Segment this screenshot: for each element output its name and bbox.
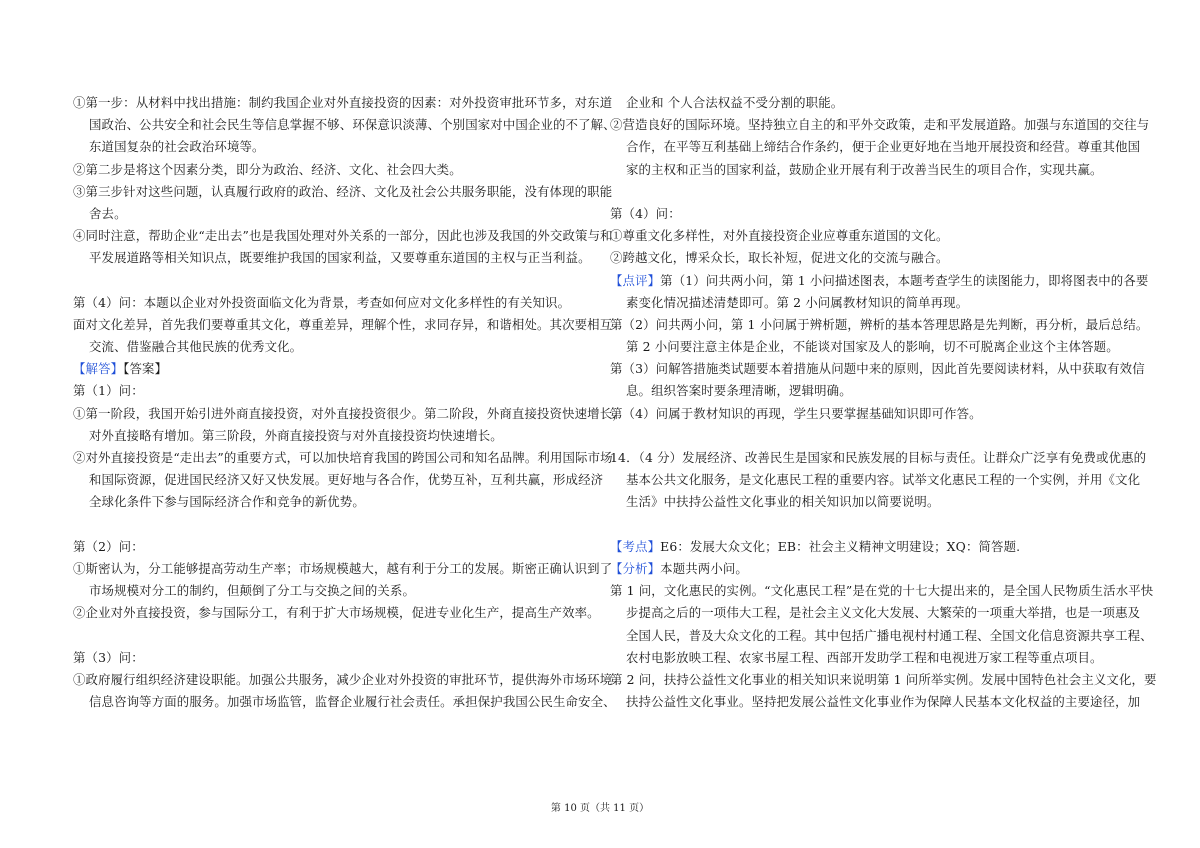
text-line [610,669,1157,691]
line-text: ②跨越文化，博采众长，取长补短，促进文化的交流与融合。 [610,250,949,266]
line-text: ①政府履行组织经济建设职能。加强公共服务，减少企业对外投资的审批环节，提供海外市场环境 [73,671,613,687]
line-text: 第（3）问： [73,649,144,665]
line-text: 和国际资源，促进国民经济又好又快发展。更好地与各合作，优势互补，互利共赢，形成经济 [89,472,604,488]
line-text: 第（1）问共两小问，第 1 小问描述图表，本题考查学生的读图能力，即将图表中的各要 [660,272,1149,288]
text-line [610,491,1132,513]
text-line [610,336,1132,358]
blank-line [73,514,595,536]
blank-line [73,270,595,292]
line-text: 全球化条件下参与国际经济合作和竞争的新优势。 [89,494,365,510]
text-line [610,358,1145,380]
section-tag: 【考点】 [610,538,661,554]
text-line [610,92,1132,114]
text-line [73,580,595,602]
text-line [73,314,613,336]
line-text: 扶持公益性文化事业。坚持把发展公益性文化事业作为保障人民基本文化权益的主要途径，加 [626,694,1141,710]
text-line [73,114,616,136]
text-line [73,203,595,225]
line-text: 家的主权和正当的国家利益，鼓励企业开展有利于改善当民生的项目合作，实现共赢。 [626,161,1103,177]
text-line [610,225,1132,247]
line-text: ①第一阶段，我国开始引进外商直接投资，对外直接投资很少。第二阶段，外商直接投资快速增长， [73,405,625,421]
line-text: 国政治、公共安全和社会民生等信息掌握不够、环保意识淡薄、个别国家对中国企业的不了解、 [89,117,616,133]
text-line [610,247,1132,269]
text-line [73,669,613,691]
line-text: 第（2）问共两小问，第 1 小问属于辨析题，辨析的基本答理思路是先判断，再分析，最后总结。 [610,316,1149,332]
text-line [610,159,1132,181]
text-line [73,181,613,203]
blank-line [610,514,1132,536]
text-line [73,358,595,380]
text-line [610,691,1141,713]
section-tag: 【点评】 [610,272,661,288]
line-text: 【答案】 [123,361,168,377]
text-line [610,403,1132,425]
line-text: 第 2 问，扶持公益性文化事业的相关知识来说明第 1 问所举实例。发展中国特色社会主义文化，要 [610,671,1157,687]
line-text: 农村电影放映工程、农家书屋工程、西部开发助学工程和电视进万家工程等重点项目。 [626,649,1103,665]
text-line [610,469,1141,491]
text-line [73,225,613,247]
line-text: 东道国复杂的社会政治环境等。 [89,139,265,155]
line-text: 企业和 个人合法权益不受分割的职能。 [626,95,844,110]
line-text: ①第一步：从材料中找出措施：制约我国企业对外直接投资的因素：对外投资审批环节多，对东道 [73,95,613,110]
blank-line [610,425,1132,447]
line-text: ①尊重文化多样性，对外直接投资企业应尊重东道国的文化。 [610,228,949,244]
line-text: 第（4）问属于教材知识的再现，学生只要掌握基础知识即可作答。 [610,405,982,421]
text-line [610,602,1141,624]
blank-line [73,625,595,647]
line-text: ②第二步是将这个因素分类，即分为政治、经济、文化、社会四大类。 [73,161,462,177]
text-line [610,558,1132,580]
text-line [73,558,613,580]
text-line [610,625,1153,647]
line-text: 第（4）问： [610,205,681,221]
line-text: 面对文化差异，首先我们要尊重其文化，尊重差异，理解个性，求同存异，和谐相处。其次要相互 [73,316,613,332]
text-line [73,247,595,269]
line-text: 素变化情况描述清楚即可。第 2 小问属教材知识的简单再现。 [626,294,969,310]
line-text: 合作，在平等互利基础上缔结合作条约，便于企业更好地在当地开展投资和经营。尊重其他国 [626,139,1141,155]
line-text: ③第三步针对这些问题，认真履行政府的政治、经济、文化及社会公共服务职能，没有体现的职能 [73,183,613,199]
text-line [73,691,616,713]
left-column [73,92,625,713]
text-line [610,536,1132,558]
text-line [610,270,1149,292]
line-text: 步提高之后的一项伟大工程，是社会主义文化大发展、大繁荣的一项重大举措，也是一项惠及 [626,605,1141,621]
text-line [610,447,1147,469]
text-line [610,647,1132,669]
text-line [610,136,1141,158]
text-line [610,380,1132,402]
text-line [73,159,595,181]
text-line [73,647,595,669]
line-text: ①斯密认为，分工能够提高劳动生产率；市场规模越大，越有利于分工的发展。斯密正确认识到了 [73,560,613,576]
text-line [610,580,1154,602]
line-text: ②对外直接投资是“走出去”的重要方式，可以加快培育我国的跨国公司和知名品牌。利用国际市场 [73,450,613,465]
line-text: 第 1 问，文化惠民的实例。“文化惠民工程”是在党的十七大提出来的，是全国人民物质生活水平快 [610,583,1154,599]
text-line [610,203,1132,225]
text-line [73,380,595,402]
line-text: 第 2 小问要注意主体是企业，不能谈对国家及人的影响，切不可脱离企业这个主体答题。 [626,339,1119,355]
text-line [73,92,613,114]
line-text: ④同时注意，帮助企业“走出去”也是我国处理对外关系的一部分，因此也涉及我国的外交政策与和 [73,228,613,244]
text-line [73,469,604,491]
line-text: ②企业对外直接投资，参与国际分工，有利于扩大市场规模，促进专业化生产，提高生产效率。 [73,605,600,621]
text-line [73,447,613,469]
line-text: 平发展道路等相关知识点，既要维护我国的国家利益，又要尊重东道国的主权与正当利益。 [89,250,591,266]
line-text: 生活》中扶持公益性文化事业的相关知识加以简要说明。 [626,494,940,510]
line-text: 交流、借鉴融合其他民族的优秀文化。 [89,339,303,355]
right-column [610,92,1157,713]
blank-line [610,181,1132,203]
text-line [610,314,1149,336]
line-text: 市场规模对分工的制约，但颠倒了分工与交换之间的关系。 [89,583,416,599]
text-line [73,136,595,158]
line-text: ②营造良好的国际环境。坚持独立自主的和平外交政策，走和平发展道路。加强与东道国的交往与 [610,117,1150,133]
text-line [73,536,595,558]
text-line [73,602,600,624]
text-line [73,292,595,314]
line-text: 本题共两小问。 [660,560,748,576]
line-text: 第（1）问： [73,383,144,399]
line-text: 信息咨询等方面的服务。加强市场监管，监督企业履行社会责任。承担保护我国公民生命安全、 [89,694,616,710]
page-footer: 第 10 页（共 11 页） [550,803,650,814]
line-text: 息。组织答案时要条理清晰，逻辑明确。 [626,383,852,399]
text-line [73,491,595,513]
section-tag: 【解答】 [73,361,124,377]
text-line [610,114,1150,136]
text-line [73,336,595,358]
line-text: 舍去。 [89,205,127,221]
text-line [73,425,595,447]
section-tag: 【分析】 [610,560,661,576]
line-text: E6：发展大众文化；EB：社会主义精神文明建设；XQ：简答题. [660,538,1021,554]
line-text: 全国人民，普及大众文化的工程。其中包括广播电视村村通工程、全国文化信息资源共享工程、 [626,627,1153,643]
line-text: 基本公共文化服务，是文化惠民工程的重要内容。试举文化惠民工程的一个实例，并用《文化 [626,472,1141,488]
line-text: 第（2）问： [73,538,144,554]
text-line [610,292,1132,314]
line-text: 第（4）问：本题以企业对外投资面临文化为背景，考查如何应对文化多样性的有关知识。 [73,294,571,310]
line-text: 14．（4 分）发展经济、改善民生是国家和民族发展的目标与责任。让群众广泛享有免费或优惠的 [610,450,1147,465]
line-text: 对外直接略有增加。第三阶段，外商直接投资与对外直接投资均快速增长。 [89,427,503,443]
line-text: 第（3）问解答措施类试题要本着措施从问题中来的原则，因此首先要阅读材料，从中获取有效信 [610,361,1145,377]
text-line [73,403,625,425]
